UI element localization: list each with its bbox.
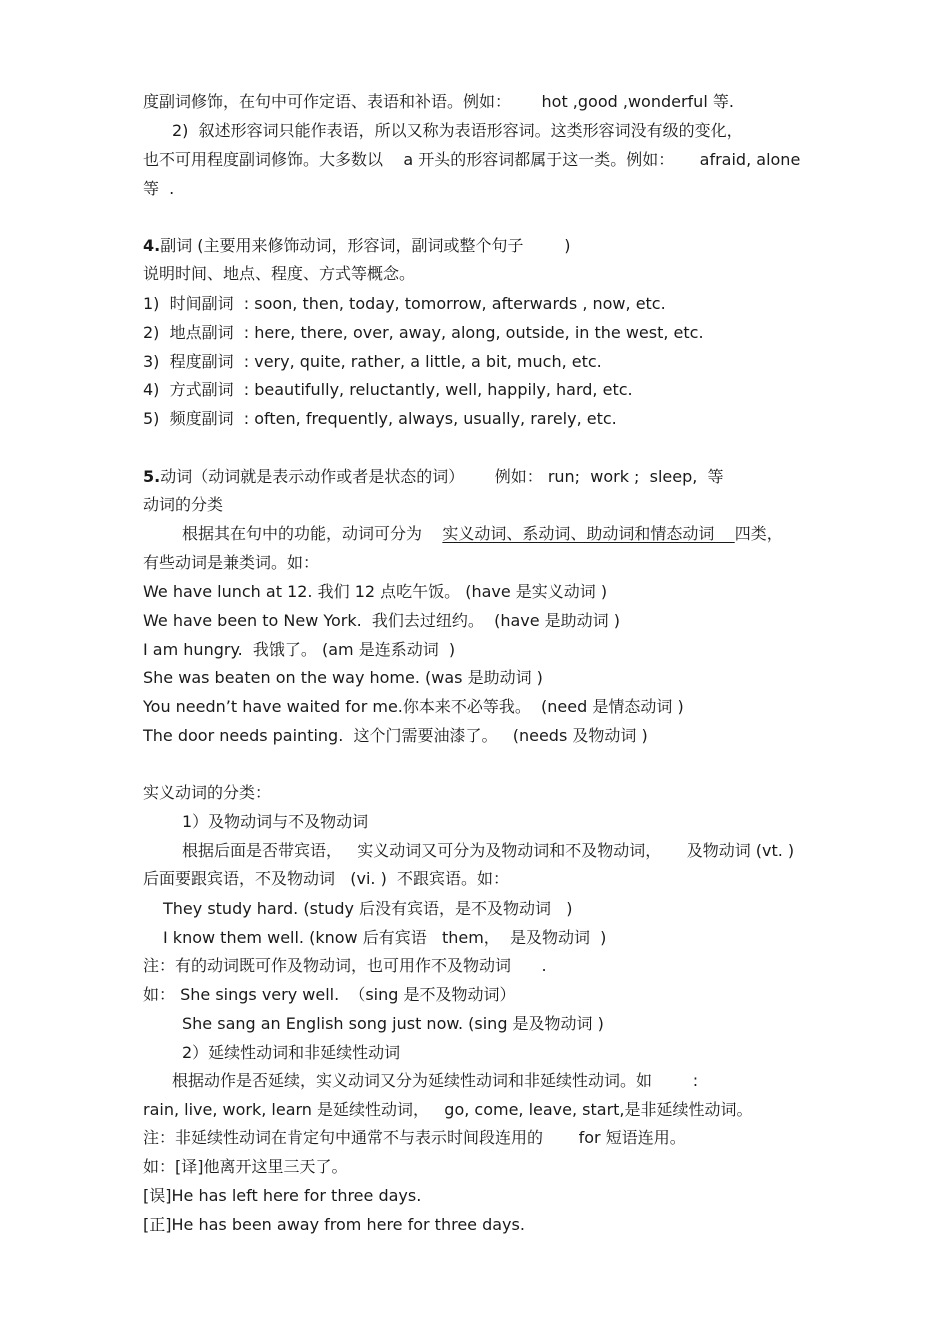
notional-verb-title: 实义动词的分类：: [143, 783, 272, 802]
verb-classification-line-1: [182, 524, 783, 544]
adjective-attributive-line: 度副词修饰，在句中可作定语、表语和补语。例如： hot ,good ,wonderful 等.: [143, 92, 734, 111]
transitive-desc-2: 后面要跟宾语，不及物动词 (vi. ) 不跟宾语。如：: [143, 869, 510, 888]
verb-classification-post: 四类，: [734, 524, 783, 543]
transitive-example-2: I know them well. (know 后有宾语 them， 是及物动词 ): [163, 928, 607, 947]
verb-example-1: We have lunch at 12. 我们 12 点吃午饭。 (have 是实义动词 ): [143, 582, 608, 601]
verb-classification-pre: 根据其在句中的功能，动词可分为: [182, 524, 443, 543]
adverb-item-time: 1) 时间副词 : soon, then, today, tomorrow, afterwards , now, etc.: [143, 294, 666, 313]
verb-classification-line-2: 有些动词是兼类词。如：: [143, 553, 320, 572]
predicative-adjective-line-1: 2) 叙述形容词只能作表语，所以又称为表语形容词。这类形容词没有级的变化，: [172, 121, 743, 140]
verb-example-3: I am hungry. 我饿了。 (am 是连系动词 ): [143, 640, 456, 659]
durative-desc-1: 根据动作是否延续，实义动词又分为延续性动词和非延续性动词。如 :: [172, 1071, 699, 1090]
verb-classification-underlined: 实义动词、系动词、助动词和情态动词: [442, 524, 735, 543]
transitive-desc-1: 根据后面是否带宾语， 实义动词又可分为及物动词和不及物动词， 及物动词 (vt. ): [182, 841, 795, 860]
verb-example-6: The door needs painting. 这个门需要油漆了。 (needs 及物动词 ): [143, 726, 648, 745]
adverb-heading: [143, 236, 570, 256]
adverb-item-manner: 4) 方式副词 : beautifully, reluctantly, well, happily, hard, etc.: [143, 380, 633, 399]
adverb-heading-number: 4.: [143, 236, 161, 255]
transitive-example-3: 如： She sings very well. （sing 是不及物动词）: [143, 985, 516, 1004]
verb-example-2: We have been to New York. 我们去过纽约。 (have 是助动词 ): [143, 611, 620, 630]
predicative-adjective-line-2: 也不可用程度副词修饰。大多数以 a 开头的形容词都属于这一类。例如： afraid, alone: [143, 150, 801, 169]
transitive-title: 1）及物动词与不及物动词: [182, 812, 369, 831]
durative-note: 注：非延续性动词在肯定句中通常不与表示时间段连用的 for 短语连用。: [143, 1128, 686, 1147]
durative-title: 2）延续性动词和非延续性动词: [182, 1043, 401, 1062]
verb-heading-text: 动词（动词就是表示动作或者是状态的词） 例如： run; work ; sleep, 等: [160, 467, 724, 486]
durative-example-1: 如：[译]他离开这里三天了。: [143, 1157, 348, 1176]
transitive-example-1: They study hard. (study 后没有宾语，是不及物动词 ): [163, 899, 573, 918]
verb-heading-number: 5.: [143, 467, 161, 486]
predicative-adjective-line-3: 等 .: [143, 179, 175, 198]
durative-desc-2: rain, live, work, learn 是延续性动词， go, come, leave, start,是非延续性动词。: [143, 1100, 753, 1119]
adverb-item-frequency: 5) 频度副词 : often, frequently, always, usually, rarely, etc.: [143, 409, 617, 428]
adverb-item-degree: 3) 程度副词 : very, quite, rather, a little, a bit, much, etc.: [143, 352, 602, 371]
verb-example-5: You needn’t have waited for me.你本来不必等我。 (need 是情态动词 ): [143, 697, 684, 716]
durative-example-correct: [正]He has been away from here for three days.: [143, 1215, 525, 1234]
verb-example-4: She was beaten on the way home. (was 是助动词 ): [143, 668, 543, 687]
durative-example-wrong: [误]He has left here for three days.: [143, 1186, 422, 1205]
transitive-example-4: She sang an English song just now. (sing 是及物动词 ): [182, 1014, 604, 1033]
verb-heading: [143, 467, 724, 487]
adverb-description: 说明时间、地点、程度、方式等概念。: [143, 264, 416, 283]
transitive-note: 注：有的动词既可作及物动词，也可用作不及物动词 .: [143, 956, 547, 975]
adverb-heading-text: 副词 (主要用来修饰动词，形容词，副词或整个句子 ): [160, 236, 571, 255]
verb-classification-title: 动词的分类: [143, 495, 224, 514]
adverb-item-place: 2) 地点副词 : here, there, over, away, along, outside, in the west, etc.: [143, 323, 704, 342]
